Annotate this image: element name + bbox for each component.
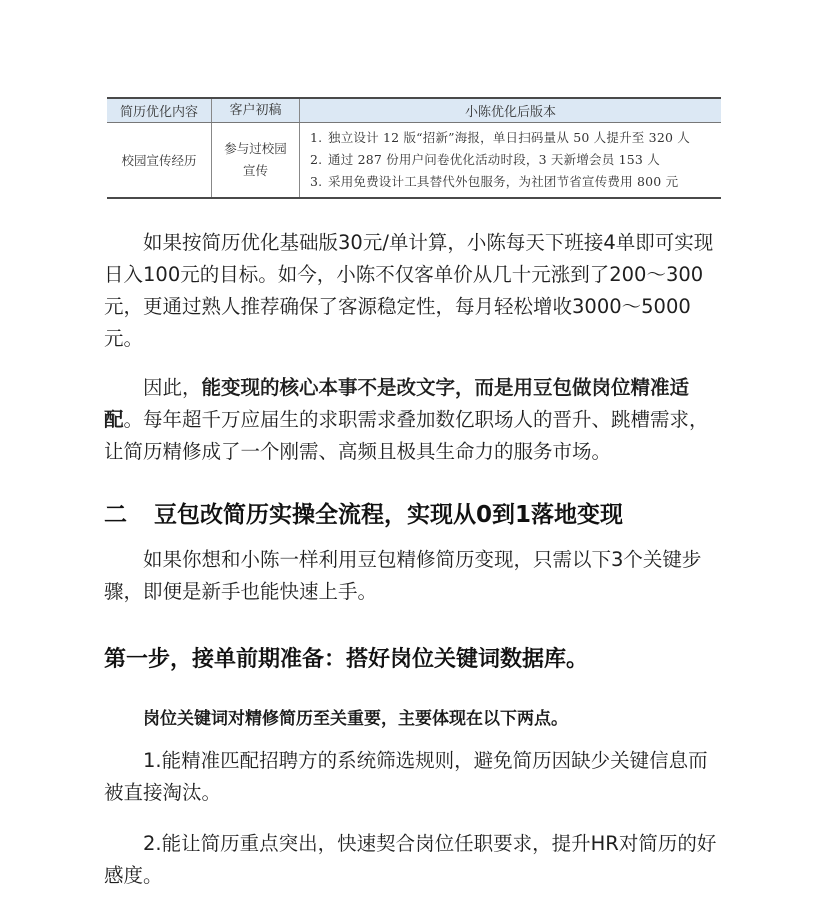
list-item (310, 127, 721, 149)
header-optimized: 小陈优化后版本 (300, 98, 722, 123)
cell-content: 校园宣传经历 (107, 123, 212, 199)
draft-line: 参与过校园 (224, 141, 287, 156)
point-one: 1.能精准匹配招聘方的系统筛选规则，避免简历因缺少关键信息而被直接淘汰。 (104, 749, 708, 804)
table-row (107, 123, 721, 199)
item-text: 独立设计 12 版“招新”海报，单日扫码量从 50 人提升至 320 人 (328, 130, 690, 145)
header-content: 简历优化内容 (107, 98, 212, 123)
paragraph-intro-steps: 如果你想和小陈一样利用豆包精修简历变现，只需以下3个关键步骤，即便是新手也能快速上手。 (104, 548, 702, 603)
item-number: 3. (310, 174, 323, 189)
item-text: 采用免费设计工具替代外包服务，为社团节省宣传费用 800 元 (328, 174, 679, 189)
paragraph-emphasis: 能变现的核心本事不是改文字，而是用豆包做岗位精准适配 (104, 376, 690, 431)
cell-optimized (300, 123, 722, 199)
section-number: 二 (104, 502, 127, 528)
paragraph-lead: 因此， (143, 376, 202, 399)
resume-comparison-table (107, 97, 721, 199)
paragraph-income: 如果按简历优化基础版30元/单计算，小陈每天下班接4单即可实现日入100元的目标。如今，小陈不仅客单价从几十元涨到了200～300元，更通过熟人推荐确保了客源稳定性，每月轻松增收3000～5000元。 (104, 231, 714, 350)
item-number: 2. (310, 152, 323, 167)
item-text: 通过 287 份用户问卷优化活动时段，3 天新增会员 153 人 (328, 152, 660, 167)
point-two: 2.能让简历重点突出，快速契合岗位任职要求，提升HR对简历的好感度。 (104, 832, 717, 887)
paragraph-tail: 。每年超千万应届生的求职需求叠加数亿职场人的晋升、跳槽需求，让简历精修成了一个刚需、高频且极具生命力的服务市场。 (104, 408, 709, 463)
list-item (310, 171, 721, 193)
table-header-row (107, 98, 721, 123)
draft-line: 宣传 (242, 163, 268, 178)
section-title: 豆包改简历实操全流程，实现从0到1落地变现 (154, 502, 624, 528)
step-heading: 第一步，接单前期准备：搭好岗位关键词数据库。 (104, 647, 589, 672)
cell-draft (212, 123, 300, 199)
paragraph-core-skill (104, 372, 724, 468)
list-item (310, 149, 721, 171)
item-number: 1. (310, 130, 323, 145)
header-draft: 客户初稿 (212, 98, 300, 123)
section-heading (104, 496, 623, 529)
optimized-list (310, 127, 721, 193)
sub-heading: 岗位关键词对精修简历至关重要，主要体现在以下两点。 (143, 709, 568, 729)
